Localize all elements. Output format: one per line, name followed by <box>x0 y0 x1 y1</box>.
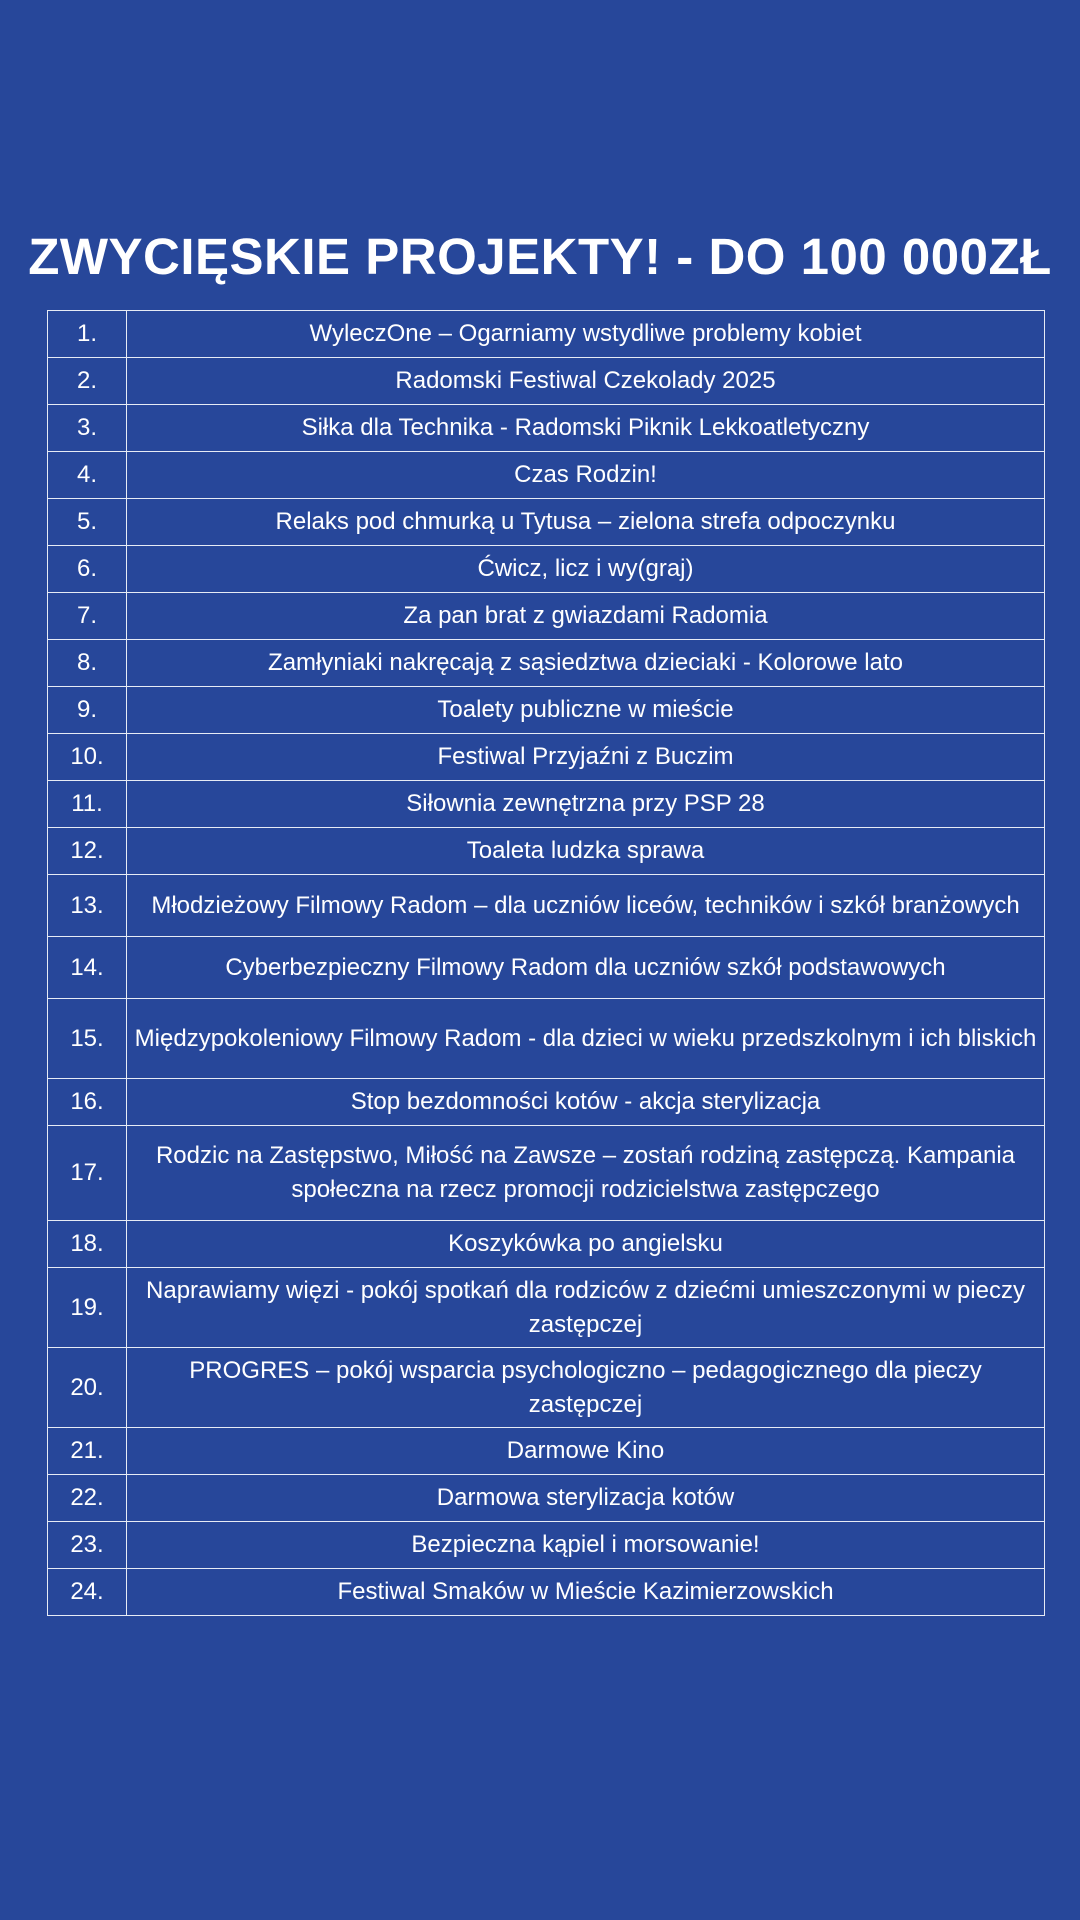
project-name: Czas Rodzin! <box>127 452 1045 499</box>
table-row <box>48 1268 1045 1348</box>
table-row <box>48 999 1045 1079</box>
row-number: 15. <box>48 999 127 1079</box>
project-name: Siłka dla Technika - Radomski Piknik Lekkoatletyczny <box>127 405 1045 452</box>
project-name: Rodzic na Zastępstwo, Miłość na Zawsze – zostań rodziną zastępczą. Kampania społeczna na rzecz promocji rodzicielstwa zastępczego <box>127 1126 1045 1221</box>
project-name: Ćwicz, licz i wy(graj) <box>127 546 1045 593</box>
row-number: 12. <box>48 828 127 875</box>
row-number: 5. <box>48 499 127 546</box>
table-row <box>48 937 1045 999</box>
row-number: 1. <box>48 311 127 358</box>
row-number: 7. <box>48 593 127 640</box>
table-row <box>48 687 1045 734</box>
table-row <box>48 1126 1045 1221</box>
project-name: Młodzieżowy Filmowy Radom – dla uczniów liceów, techników i szkół branżowych <box>127 875 1045 937</box>
row-number: 24. <box>48 1569 127 1616</box>
table-row <box>48 640 1045 687</box>
project-name: Darmowe Kino <box>127 1428 1045 1475</box>
project-name: Naprawiamy więzi - pokój spotkań dla rodziców z dziećmi umieszczonymi w pieczy zastępczej <box>127 1268 1045 1348</box>
row-number: 13. <box>48 875 127 937</box>
table-row <box>48 546 1045 593</box>
project-name: Relaks pod chmurką u Tytusa – zielona strefa odpoczynku <box>127 499 1045 546</box>
table-row <box>48 734 1045 781</box>
table-row <box>48 1079 1045 1126</box>
project-name: WyleczOne – Ogarniamy wstydliwe problemy kobiet <box>127 311 1045 358</box>
table-row <box>48 358 1045 405</box>
row-number: 22. <box>48 1475 127 1522</box>
table-row <box>48 452 1045 499</box>
project-name: Toaleta ludzka sprawa <box>127 828 1045 875</box>
project-name: Cyberbezpieczny Filmowy Radom dla uczniów szkół podstawowych <box>127 937 1045 999</box>
project-name: Festiwal Smaków w Mieście Kazimierzowskich <box>127 1569 1045 1616</box>
project-name: PROGRES – pokój wsparcia psychologiczno – pedagogicznego dla pieczy zastępczej <box>127 1348 1045 1428</box>
table-row <box>48 593 1045 640</box>
table-row <box>48 875 1045 937</box>
project-name: Toalety publiczne w mieście <box>127 687 1045 734</box>
table-row <box>48 1348 1045 1428</box>
project-name: Radomski Festiwal Czekolady 2025 <box>127 358 1045 405</box>
row-number: 20. <box>48 1348 127 1428</box>
row-number: 21. <box>48 1428 127 1475</box>
project-name: Międzypokoleniowy Filmowy Radom - dla dzieci w wieku przedszkolnym i ich bliskich <box>127 999 1045 1079</box>
row-number: 16. <box>48 1079 127 1126</box>
row-number: 19. <box>48 1268 127 1348</box>
project-name: Siłownia zewnętrzna przy PSP 28 <box>127 781 1045 828</box>
row-number: 4. <box>48 452 127 499</box>
table-row <box>48 405 1045 452</box>
row-number: 10. <box>48 734 127 781</box>
row-number: 2. <box>48 358 127 405</box>
row-number: 3. <box>48 405 127 452</box>
row-number: 11. <box>48 781 127 828</box>
row-number: 9. <box>48 687 127 734</box>
table-row <box>48 311 1045 358</box>
project-name: Koszykówka po angielsku <box>127 1221 1045 1268</box>
row-number: 17. <box>48 1126 127 1221</box>
table-row <box>48 1475 1045 1522</box>
table-row <box>48 828 1045 875</box>
table-row <box>48 1428 1045 1475</box>
project-name: Bezpieczna kąpiel i morsowanie! <box>127 1522 1045 1569</box>
project-name: Zamłyniaki nakręcają z sąsiedztwa dzieciaki - Kolorowe lato <box>127 640 1045 687</box>
table-row <box>48 499 1045 546</box>
row-number: 18. <box>48 1221 127 1268</box>
table-row <box>48 781 1045 828</box>
row-number: 8. <box>48 640 127 687</box>
table-row <box>48 1569 1045 1616</box>
row-number: 14. <box>48 937 127 999</box>
project-name: Za pan brat z gwiazdami Radomia <box>127 593 1045 640</box>
row-number: 23. <box>48 1522 127 1569</box>
project-name: Festiwal Przyjaźni z Buczim <box>127 734 1045 781</box>
table-row <box>48 1221 1045 1268</box>
page-title: ZWYCIĘSKIE PROJEKTY! - DO 100 000ZŁ <box>28 228 1052 285</box>
row-number: 6. <box>48 546 127 593</box>
project-name: Stop bezdomności kotów - akcja sterylizacja <box>127 1079 1045 1126</box>
projects-table <box>47 310 1045 1616</box>
table-row <box>48 1522 1045 1569</box>
project-name: Darmowa sterylizacja kotów <box>127 1475 1045 1522</box>
